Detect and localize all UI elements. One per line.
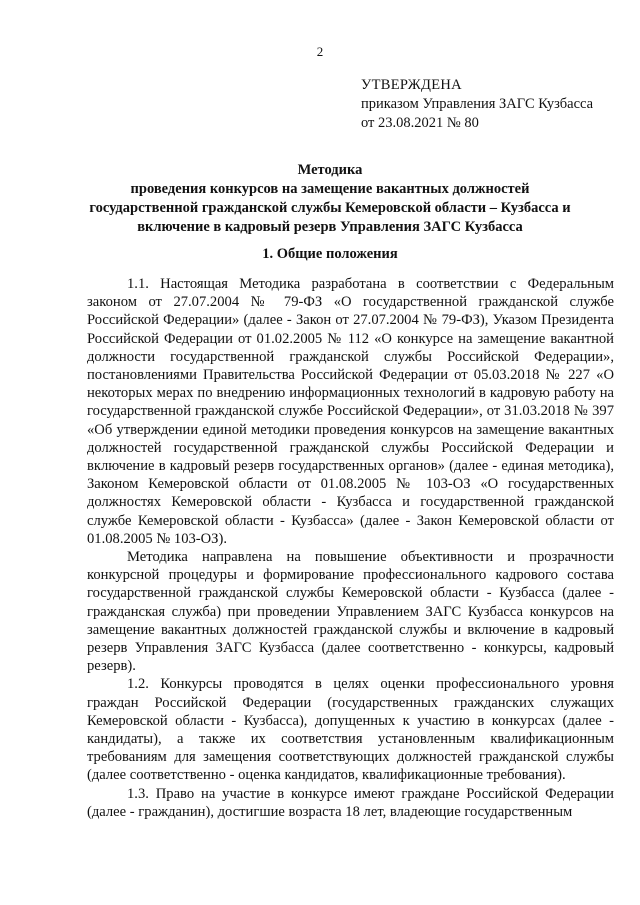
page-number: 2: [316, 44, 324, 59]
heading-line-3: государственной гражданской службы Кемеровской области – Кузбасса и: [89, 200, 571, 216]
approval-title: УТВЕРЖДЕНА: [361, 77, 462, 93]
approval-order-line: приказом Управления ЗАГС Кузбасса: [361, 96, 594, 112]
document-heading: [60, 161, 600, 237]
heading-line-4: включение в кадровый резерв Управления ЗАГС Кузбасса: [137, 219, 523, 235]
paragraph-1-3: 1.3. Право на участие в конкурсе имеют граждане Российской Федерации (далее - гражданин), достигшие возраста 18 лет, владеющие государственным: [87, 785, 614, 820]
section-title: 1. Общие положения: [262, 246, 398, 262]
paragraph-1-1: 1.1. Настоящая Методика разработана в соответствии с Федеральным законом от 27.07.2004 № 79-ФЗ «О государственной гражданской службе Российской Федерации» (далее - Закон от 27.07.2004 № 79-ФЗ), Указом Президента Российской Федерации от 01.02.2005 № 112 «О конкурсе на замещение вакантной должности государственной гражданской службы Российской Федерации», постановлениями Правительства Российской Федерации от 05.03.2018 № 227 «О некоторых мерах по внедрению информационных технологий в кадровую работу на государственной гражданской службе Российской Федерации», от 31.03.2018 № 397 «Об утверждении единой методики проведения конкурсов на замещение вакантных должностей государственной гражданской службы Российской Федерации и включение в кадровый резерв государственных органов» (далее - единая методика), Законом Кемеровской области от 01.08.2005 № 103-ОЗ «О государственных должностях Кемеровской области - Кузбасса и государственной гражданской службе Кемеровской области - Кузбасса» (далее - Закон Кемеровской области от 01.08.2005 № 103-ОЗ).: [87, 276, 614, 547]
paragraph-1-2: 1.2. Конкурсы проводятся в целях оценки профессионального уровня граждан Российской Федерации (государственных гражданских служащих Кемеровской области - Кузбасса), допущенных к участию в конкурсах (далее - кандидаты), а также их соответствия установленным квалификационным требованиям для замещения соответствующих должностей гражданской службы (далее соответственно - оценка кандидатов, квалификационные требования).: [87, 676, 614, 784]
approval-date-line: от 23.08.2021 № 80: [361, 115, 479, 131]
document-body: [87, 275, 614, 821]
heading-line-1: Методика: [297, 162, 363, 178]
approval-stamp: [361, 76, 593, 133]
heading-line-2: проведения конкурсов на замещение вакантных должностей: [130, 181, 530, 197]
paragraph-methodology: Методика направлена на повышение объективности и прозрачности конкурсной процедуры и формирование профессионального кадрового состава государственной гражданской службы Кемеровской области - Кузбасса (далее - гражданская служба) при проведении Управлением ЗАГС Кузбасса конкурсов на замещение вакантных должностей гражданской службы и включение в кадровый резерв Управления ЗАГС Кузбасса (далее соответственно - конкурсы, кадровый резерв).: [87, 549, 614, 675]
